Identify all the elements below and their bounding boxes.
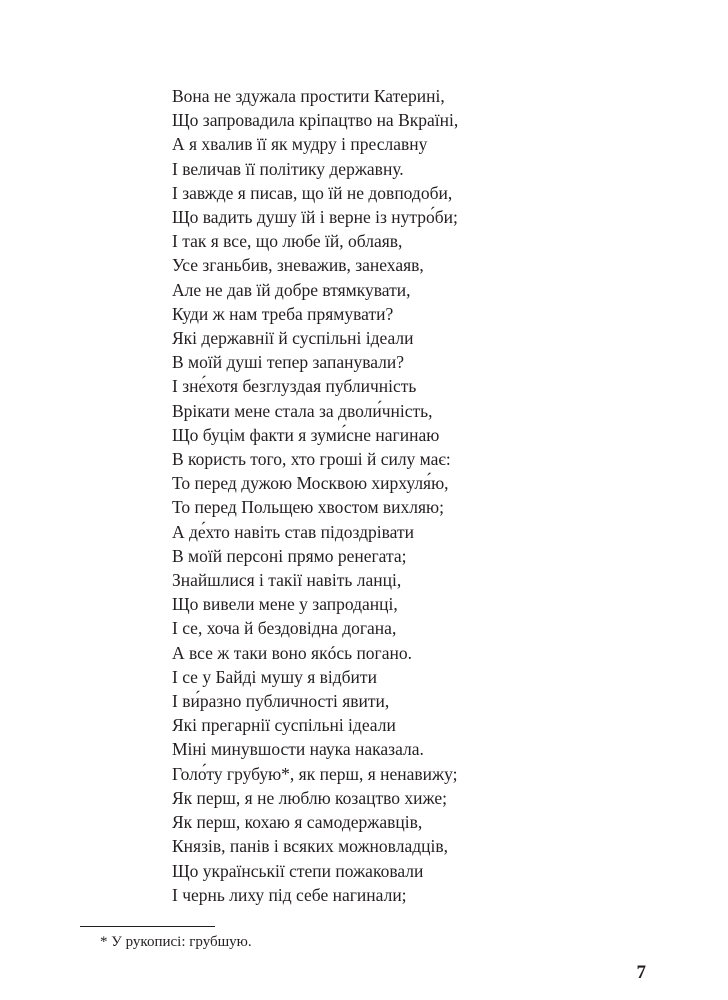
poem-line: Як перш, я не люблю козацтво хиже;	[172, 787, 447, 808]
poem-line: Міні минувшости наука наказала.	[172, 739, 424, 760]
poem-line: В користь того, хто гроші й силу має:	[172, 449, 451, 470]
poem-line: І завжде я писав, що їй не довподоби,	[172, 182, 453, 203]
poem-line: І се у Байді мушу я відбити	[172, 666, 377, 687]
poem-line: Знайшлися і такії навіть ланці,	[172, 570, 402, 591]
poem-line: І се, хоча й бездовідна догана,	[172, 618, 397, 639]
poem-line: А я хвалив її як мудру і преславну	[172, 134, 428, 155]
poem-line: Що вадить душу їй і верне із нутро́би;	[172, 207, 458, 228]
poem-line: В моїй душі тепер запанували?	[172, 352, 405, 373]
poem-line: В моїй персоні прямо ренегата;	[172, 545, 407, 566]
poem-line: І ви́разно публичності явити,	[172, 691, 390, 712]
poem-line: І так я все, що любе їй, облаяв,	[172, 231, 403, 252]
poem-line: То перед Польщею хвостом вихляю;	[172, 497, 444, 518]
poem-line: І чернь лиху під себе нагинали;	[172, 884, 407, 905]
poem-line: Куди ж нам треба прямувати?	[172, 303, 394, 324]
poem-text	[172, 84, 458, 907]
poem-line: А все ж таки воно якóсь погано.	[172, 642, 412, 663]
poem-line: Вона не здужала простити Катерині,	[172, 86, 445, 106]
poem-line: І величав її політику державну.	[172, 158, 404, 179]
footnote: * У рукописі: грубшую.	[100, 934, 252, 950]
poem-line: Князів, панів і всяких можновладців,	[172, 836, 448, 857]
poem-line: Що запровадила кріпацтво на Вкраїні,	[172, 110, 459, 131]
poem-line: Усе зганьбив, зневажив, занехаяв,	[172, 255, 424, 276]
poem-line: Що вивели мене у запроданці,	[172, 594, 398, 615]
poem-line: Які державнії й суспільні ідеали	[172, 328, 414, 349]
poem-line: Як перш, кохаю я самодержавців,	[172, 812, 423, 833]
poem-line: Врікати мене стала за дволи́чність,	[172, 400, 433, 421]
poem-line: Голо́ту грубую*, як перш, я ненавижу;	[172, 763, 458, 784]
poem-line: То перед дужою Москвою хирхуля́ю,	[172, 473, 449, 494]
poem-line: Але не дав їй добре втямкувати,	[172, 279, 411, 300]
poem-line: А де́хто навіть став підоздрівати	[172, 521, 414, 542]
page-number: 7	[636, 962, 646, 983]
poem-line: І зне́хотя безглуздая публичність	[172, 376, 417, 397]
poem-line: Що буцім факти я зуми́сне нагинаю	[172, 424, 440, 445]
poem-line: Що українськії степи пожаковали	[172, 860, 424, 881]
poem-line: Які прегарнії суспільні ідеали	[172, 715, 396, 736]
footnote-divider	[80, 926, 215, 927]
